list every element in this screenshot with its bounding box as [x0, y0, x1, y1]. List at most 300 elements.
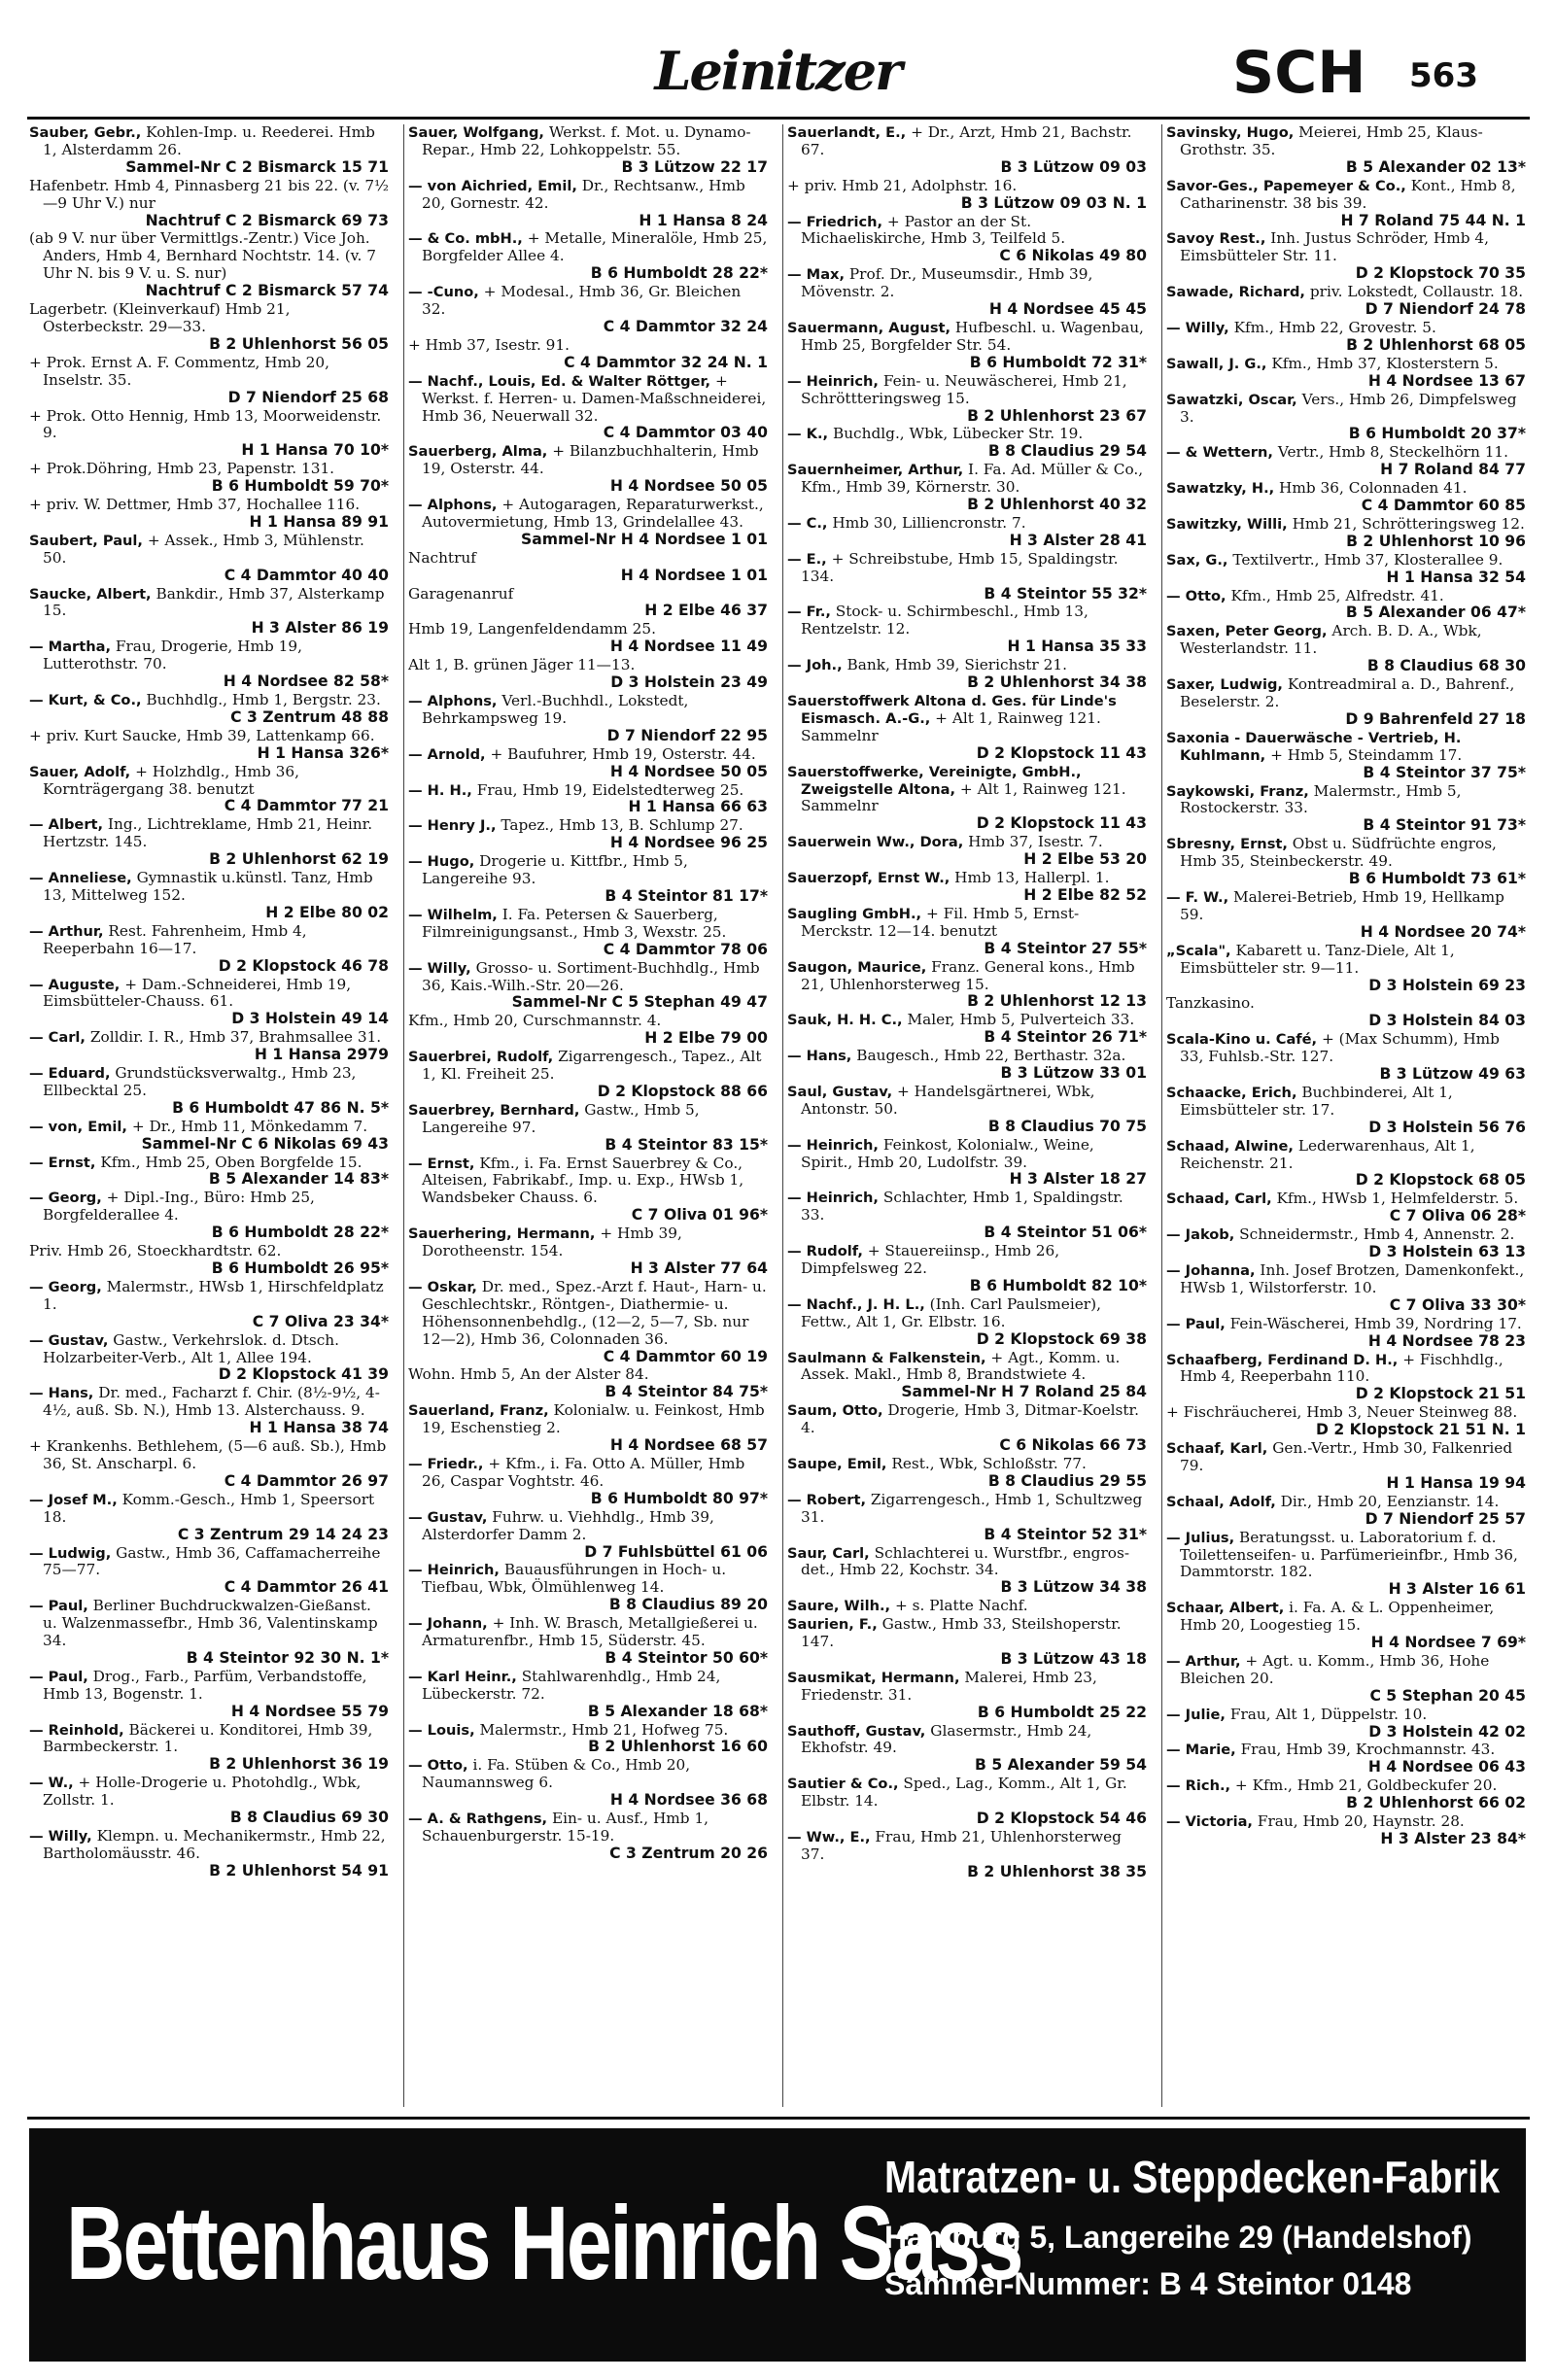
entry-details: Kfm., i. Fa. Ernst Sauerbrey & Co., Alteisen, Fabrikabf., Imp. u. Exp., HWsb 1, Wandsbeker Chauss. 6.: [422, 1154, 744, 1207]
entry-details: Hmb 30, Lilliencronstr. 7.: [832, 513, 1026, 532]
directory-entry: [1166, 1316, 1526, 1351]
directory-entry: [787, 426, 1147, 461]
entry-name: — Ww., E.,: [787, 1829, 871, 1845]
directory-entry: [1166, 284, 1526, 319]
directory-entry: [1166, 836, 1526, 888]
entry-details: Sped., Lag., Komm., Alt 1, Gr. Elbstr. 14.: [801, 1775, 1127, 1811]
directory-entry: [787, 906, 1147, 958]
directory-entry: [29, 230, 389, 300]
directory-entry: [1166, 178, 1526, 230]
entry-phone: D 2 Klopstock 41 39: [218, 1365, 389, 1384]
entry-phone: C 4 Dammtor 40 40: [224, 566, 389, 584]
entry-details: Dr. med., Facharzt f. Chir. (8½-9½, 4-4½, auß. Sb. N.), Hmb 13. Alsterchauss. 9.: [43, 1384, 380, 1420]
directory-entry: [408, 230, 768, 283]
entry-name: — E.,: [787, 550, 827, 568]
entry-phone: B 2 Uhlenhorst 12 13: [967, 992, 1147, 1011]
entry-name: Saum, Otto,: [787, 1402, 883, 1420]
entry-phone: B 3 Lützow 22 17: [621, 157, 768, 176]
entry-phone: H 3 Alster 77 64: [630, 1259, 768, 1277]
directory-entry: [29, 1029, 389, 1064]
entry-details: + Alt 1, Rainweg 121. Sammelnr: [801, 708, 1101, 744]
entry-details: Bankdir., Hmb 37, Alsterkamp 15.: [43, 584, 385, 620]
entry-details: Prof. Dr., Museumsdir., Hmb 39, Mövenstr. 2.: [801, 265, 1093, 301]
entry-name: — Rich.,: [1166, 1777, 1231, 1795]
entry-details: Kabarett u. Tanz-Diele, Alt 1, Eimsbütteler str. 9—11.: [1180, 941, 1455, 977]
entry-phone: B 4 Steintor 81 17*: [605, 886, 768, 905]
entry-phone: H 4 Nordsee 55 79: [230, 1702, 389, 1720]
entry-phone: D 3 Holstein 56 76: [1368, 1118, 1526, 1136]
entry-name: — Auguste,: [29, 976, 121, 993]
directory-entry: [408, 1509, 768, 1562]
entry-details: + Prok. Otto Hennig, Hmb 13, Moorweidenstr. 9.: [29, 406, 382, 442]
entry-details: Drogerie u. Kittfbr., Hmb 5, Langereihe 93.: [422, 852, 688, 888]
publisher-logo: Leinitzer: [654, 40, 901, 102]
directory-entry: [787, 1350, 1147, 1402]
directory-entry: [787, 214, 1147, 266]
entry-details: Gymnastik u.künstl. Tanz, Hmb 13, Mittelweg 152.: [43, 869, 373, 904]
entry-details: + Agt., Komm. u. Assek. Makl., Hmb 8, Brandstwiete 4.: [801, 1348, 1121, 1384]
entry-details: Hmb 21, Schrötteringsweg 12.: [1292, 514, 1525, 533]
entry-phone: D 2 Klopstock 21 51: [1355, 1385, 1526, 1403]
entry-details: Frau, Hmb 20, Haynstr. 28.: [1257, 1812, 1465, 1831]
entry-phone: B 4 Steintor 84 75*: [605, 1383, 768, 1401]
entry-phone: D 2 Klopstock 69 38: [976, 1329, 1147, 1348]
entry-name: — Alphons,: [408, 497, 498, 514]
entry-name: — Willy,: [29, 1828, 92, 1845]
entry-details: Buchhdlg., Hmb 1, Bergstr. 23.: [146, 691, 381, 708]
entry-name: Sax, G.,: [1166, 551, 1228, 569]
entry-details: Rest., Wbk, Schloßstr. 77.: [891, 1454, 1087, 1472]
entry-phone: H 1 Hansa 70 10*: [241, 441, 389, 460]
entry-name: Saul, Gustav,: [787, 1083, 893, 1100]
entry-details: Maler, Hmb 5, Pulverteich 33.: [907, 1011, 1135, 1029]
entry-name: Sauerzopf, Ernst W.,: [787, 870, 950, 887]
ad-company-name: Bettenhaus Heinrich Sass: [66, 2184, 1022, 2301]
entry-phone: C 6 Nikolas 66 73: [999, 1436, 1147, 1455]
entry-phone: C 4 Dammtor 32 24: [603, 317, 768, 335]
entry-phone: H 7 Roland 75 44 N. 1: [1340, 211, 1526, 229]
directory-entry: [787, 1598, 1147, 1615]
entry-details: Lagerbetr. (Kleinverkauf) Hmb 21, Osterbeckstr. 29—33.: [29, 300, 291, 335]
entry-name: — Nachf., J. H. L.,: [787, 1295, 925, 1313]
entry-name: — Henry J.,: [408, 817, 497, 835]
entry-name: — & Wettern,: [1166, 444, 1273, 462]
entry-name: — Rudolf,: [787, 1243, 863, 1260]
entry-details: Komm.-Gesch., Hmb 1, Speersort 18.: [43, 1490, 375, 1526]
entry-name: — Georg,: [29, 1190, 102, 1207]
directory-entry: [787, 693, 1147, 763]
directory-entry: [29, 764, 389, 816]
entry-phone: D 7 Niendorf 25 57: [1365, 1509, 1526, 1528]
entry-phone: B 3 Lützow 43 18: [1000, 1649, 1147, 1668]
entry-details: + Autogaragen, Reparaturwerkst., Autovermietung, Hmb 13, Grindelallee 43.: [422, 496, 764, 531]
entry-details: + Holle-Drogerie u. Photohdlg., Wbk, Zollstr. 1.: [43, 1774, 362, 1810]
directory-entry: [408, 1225, 768, 1278]
entry-phone: B 2 Uhlenhorst 16 60: [588, 1738, 768, 1756]
entry-name: — Alphons,: [408, 693, 498, 709]
directory-entry: [408, 550, 768, 585]
entry-phone: B 6 Humboldt 28 22*: [590, 264, 768, 283]
entry-phone: B 5 Alexander 06 47*: [1345, 604, 1526, 622]
entry-name: — W.,: [29, 1775, 74, 1792]
directory-entry: [787, 764, 1147, 834]
entry-phone: B 6 Humboldt 25 22: [977, 1703, 1147, 1721]
entry-details: + Modesal., Hmb 36, Gr. Bleichen 32.: [422, 283, 742, 319]
directory-entry: [29, 1119, 389, 1154]
directory-entry: [408, 817, 768, 852]
entry-phone: C 7 Oliva 33 30*: [1389, 1295, 1526, 1314]
entry-name: — Fr.,: [787, 604, 831, 621]
entry-phone: B 4 Steintor 50 60*: [605, 1648, 768, 1667]
entry-phone: H 1 Hansa 89 91: [249, 512, 389, 531]
entry-phone: Sammel-Nr H 4 Nordsee 1 01: [520, 530, 768, 548]
entry-phone: Nachtruf C 2 Bismarck 69 73: [145, 211, 389, 229]
entry-details: Bäckerei u. Konditorei, Hmb 39, Barmbeckerstr. 1.: [43, 1720, 373, 1756]
directory-entry: [787, 1616, 1147, 1669]
entry-name: Saykowski, Franz,: [1166, 782, 1309, 800]
entry-phone: D 7 Niendorf 22 95: [606, 726, 768, 744]
entry-details: Bank, Hmb 39, Sierichstr 21.: [847, 656, 1067, 674]
column-divider: [1161, 124, 1162, 2107]
directory-entry: [787, 870, 1147, 905]
entry-details: Verl.-Buchhdl., Lokstedt, Behrkampsweg 19.: [422, 692, 689, 727]
directory-entry: [1166, 516, 1526, 551]
directory-entry: [1166, 943, 1526, 995]
directory-entry: [29, 408, 389, 461]
entry-phone: C 7 Oliva 23 34*: [252, 1312, 389, 1330]
entry-details: + Assek., Hmb 3, Mühlenstr. 50.: [43, 531, 364, 567]
entry-phone: H 2 Elbe 53 20: [1023, 850, 1147, 869]
directory-entry: [1166, 730, 1526, 782]
entry-name: Sauerberg, Alma,: [408, 443, 548, 461]
column-divider: [403, 124, 404, 2107]
entry-name: — Arthur,: [1166, 1652, 1241, 1670]
entry-phone: B 6 Humboldt 82 10*: [969, 1276, 1147, 1294]
directory-entry: [29, 923, 389, 976]
entry-phone: H 2 Elbe 82 52: [1023, 885, 1147, 904]
entry-name: Saxer, Ludwig,: [1166, 676, 1283, 694]
entry-details: + Inh. W. Brasch, Metallgießerei u. Armaturenfbr., Hmb 15, Süderstr. 45.: [422, 1614, 758, 1650]
entry-name: Sauerbrei, Rudolf,: [408, 1049, 554, 1066]
entry-name: — Johanna,: [1166, 1262, 1256, 1279]
directory-entry: [1166, 889, 1526, 942]
entry-phone: H 1 Hansa 326*: [257, 743, 389, 762]
entry-phone: B 4 Steintor 52 31*: [984, 1525, 1147, 1543]
entry-details: + Prok. Ernst A. F. Commentz, Hmb 20, Inselstr. 35.: [29, 353, 329, 389]
entry-name: — Nachf., Louis, Ed. & Walter Röttger,: [408, 372, 711, 390]
directory-entry: [408, 1402, 768, 1455]
directory-entry: [1166, 1138, 1526, 1190]
directory-entry: [408, 1156, 768, 1225]
entry-details: Priv. Hmb 26, Stoeckhardtstr. 62.: [29, 1242, 282, 1260]
entry-name: Sauermann, August,: [787, 319, 951, 336]
directory-entry: [787, 1048, 1147, 1083]
entry-details: Baugesch., Hmb 22, Berthastr. 32a.: [856, 1047, 1126, 1065]
entry-phone: B 2 Uhlenhorst 23 67: [967, 406, 1147, 425]
entry-phone: H 7 Roland 84 77: [1380, 461, 1526, 479]
directory-entry: [1166, 1653, 1526, 1706]
entry-phone: H 4 Nordsee 7 69*: [1370, 1634, 1526, 1652]
entry-details: Fein-Wäscherei, Hmb 39, Nordring 17.: [1229, 1314, 1522, 1332]
entry-details: Inh. Josef Brotzen, Damenkonfekt., HWsb 1, Wilstorferstr. 10.: [1180, 1261, 1525, 1296]
entry-name: Sauer, Wolfgang,: [408, 124, 544, 141]
entry-details: + Fischhdlg., Hmb 4, Reeperbahn 110.: [1180, 1350, 1503, 1386]
entry-details: + Kfm., Hmb 21, Goldbeckufer 20.: [1234, 1776, 1498, 1795]
entry-details: + Hmb 39, Dorotheenstr. 154.: [422, 1224, 682, 1260]
entry-phone: B 8 Claudius 89 20: [608, 1596, 768, 1614]
directory-entry: [787, 551, 1147, 604]
entry-name: — Paul,: [1166, 1315, 1226, 1332]
entry-name: — von Aichried, Emil,: [408, 177, 577, 194]
entry-details: + priv. Hmb 21, Adolphstr. 16.: [787, 176, 1018, 194]
entry-details: Drog., Farb., Parfüm, Verbandstoffe, Hmb 13, Bogenstr. 1.: [43, 1667, 367, 1703]
entry-details: Gastw., Hmb 5, Langereihe 97.: [422, 1100, 700, 1136]
directory-entry: [29, 1065, 389, 1118]
directory-entry: [408, 782, 768, 817]
directory-entry: [787, 1084, 1147, 1136]
entry-phone: B 8 Claudius 70 75: [987, 1117, 1147, 1135]
entry-details: Glasermstr., Hmb 24, Ekhofstr. 49.: [801, 1721, 1092, 1757]
entry-phone: B 4 Steintor 26 71*: [984, 1028, 1147, 1047]
ad-product-line: Matratzen- u. Steppdecken-Fabrik: [884, 2152, 1501, 2202]
entry-phone: H 4 Nordsee 06 43: [1367, 1758, 1526, 1776]
directory-entry: [29, 1722, 389, 1775]
entry-phone: C 7 Oliva 06 28*: [1389, 1207, 1526, 1225]
entry-details: Buchdlg., Wbk, Lübecker Str. 19.: [832, 425, 1084, 443]
entry-details: Schlachter, Hmb 1, Spaldingstr. 33.: [801, 1189, 1123, 1224]
entry-name: — Carl,: [29, 1029, 86, 1047]
directory-entry: [408, 1811, 768, 1863]
section-letters: SCH: [1232, 39, 1366, 107]
entry-details: Stahlwarenhdlg., Hmb 24, Lübeckerstr. 72.: [422, 1667, 721, 1703]
entry-details: Klempn. u. Mechanikermstr., Hmb 22, Bartholomäusstr. 46.: [43, 1827, 386, 1862]
directory-entry: [787, 657, 1147, 692]
entry-phone: B 2 Uhlenhorst 56 05: [209, 334, 389, 353]
directory-entry: [29, 638, 389, 691]
directory-entry: [408, 284, 768, 336]
directory-entry: [408, 1562, 768, 1614]
directory-entry: [29, 692, 389, 727]
directory-entry: [29, 1598, 389, 1668]
entry-name: — Paul,: [29, 1598, 88, 1615]
entry-name: Saucke, Albert,: [29, 585, 152, 603]
directory-entry: [29, 1385, 389, 1437]
entry-phone: B 6 Humboldt 73 61*: [1348, 870, 1526, 888]
directory-entry: [1166, 1530, 1526, 1600]
directory-entry: [408, 443, 768, 496]
entry-phone: B 6 Humboldt 59 70*: [211, 477, 389, 496]
entry-details: Inh. Justus Schröder, Hmb 4, Eimsbütteler Str. 11.: [1180, 229, 1489, 265]
entry-name: — -Cuno,: [408, 284, 479, 301]
entry-details: I. Fa. Ad. Müller & Co., Kfm., Hmb 39, Körnerstr. 30.: [801, 461, 1144, 497]
entry-phone: H 4 Nordsee 82 58*: [223, 673, 389, 691]
directory-entry: [408, 960, 768, 1013]
directory-entry: [1166, 1813, 1526, 1848]
directory-entry: [787, 124, 1147, 177]
entry-phone: D 9 Bahrenfeld 27 18: [1345, 709, 1526, 728]
entry-details: + Dipl.-Ing., Büro: Hmb 25, Borgfelderallee 4.: [43, 1189, 315, 1224]
directory-entry: [1166, 1085, 1526, 1137]
entry-details: + Metalle, Mineralöle, Hmb 25, Borgfelder Allee 4.: [422, 229, 768, 265]
entry-name: — Kurt, & Co.,: [29, 692, 142, 708]
directory-entry: [408, 1102, 768, 1155]
directory-entry: [29, 497, 389, 532]
entry-details: Gen.-Vertr., Hmb 30, Falkenried 79.: [1180, 1439, 1513, 1474]
directory-entry: [787, 1829, 1147, 1881]
entry-details: Franz. General kons., Hmb 21, Uhlenhorsterweg 15.: [801, 957, 1135, 993]
entry-phone: C 5 Stephan 20 45: [1369, 1686, 1526, 1705]
entry-details: Fuhrw. u. Viehhdlg., Hmb 39, Alsterdorfer Damm 2.: [422, 1507, 714, 1543]
entry-details: Kolonialw. u. Feinkost, Hmb 19, Eschenstieg 2.: [422, 1401, 765, 1437]
entry-phone: H 2 Elbe 80 02: [265, 903, 389, 921]
entry-phone: H 3 Alster 86 19: [251, 619, 389, 638]
entry-details: + Alt 1, Rainweg 121. Sammelnr: [801, 779, 1126, 815]
directory-entry: [1166, 444, 1526, 479]
entry-name: Sauerlandt, E.,: [787, 124, 907, 141]
directory-entry: [408, 907, 768, 959]
directory-entry: [408, 1279, 768, 1366]
entry-details: Arch. B. D. A., Wbk, Westerlandstr. 11.: [1180, 622, 1482, 658]
column-1: [29, 124, 389, 2107]
entry-details: Ing., Lichtreklame, Hmb 21, Heinr. Hertzstr. 145.: [43, 815, 373, 851]
entry-details: Gastw., Hmb 33, Steilshoperstr. 147.: [801, 1615, 1122, 1651]
entry-details: Kfm., Hmb 25, Alfredstr. 41.: [1230, 586, 1444, 604]
directory-entry: [787, 1137, 1147, 1190]
entry-name: — Louis,: [408, 1721, 475, 1739]
entry-details: Stock- u. Schirmbeschl., Hmb 13, Rentzelstr. 12.: [801, 603, 1088, 638]
directory-entry: [29, 355, 389, 407]
entry-details: Obst u. Südfrüchte engros, Hmb 35, Steinbeckerstr. 49.: [1180, 835, 1497, 871]
entry-name: — Arnold,: [408, 745, 486, 763]
entry-details: Dr., Rechtsanw., Hmb 20, Gornestr. 42.: [422, 176, 745, 212]
entry-name: — von, Emil,: [29, 1118, 127, 1135]
entry-phone: H 1 Hansa 66 63: [628, 798, 768, 816]
entry-details: Vertr., Hmb 8, Steckelhörn 11.: [1277, 443, 1509, 462]
entry-name: — A. & Rathgens,: [408, 1811, 548, 1828]
entry-phone: D 7 Niendorf 25 68: [227, 388, 389, 406]
entry-phone: H 3 Alster 16 61: [1388, 1580, 1526, 1599]
directory-entry: [408, 621, 768, 656]
entry-details: Frau, Drogerie, Hmb 19, Lutterothstr. 70.: [43, 638, 302, 673]
directory-entry: [1166, 392, 1526, 444]
entry-phone: B 2 Uhlenhorst 66 02: [1346, 1794, 1526, 1812]
entry-details: Kont., Hmb 8, Catharinenstr. 38 bis 39.: [1180, 176, 1516, 212]
entry-name: — H. H.,: [408, 781, 472, 799]
entry-name: — K.,: [787, 426, 829, 443]
entry-name: — Josef M.,: [29, 1491, 118, 1508]
entry-phone: B 5 Alexander 18 68*: [587, 1702, 768, 1720]
entry-details: Malerei-Betrieb, Hmb 19, Hellkamp 59.: [1180, 887, 1504, 923]
entry-phone: H 4 Nordsee 13 67: [1367, 371, 1526, 390]
entry-name: Schaaf, Karl,: [1166, 1440, 1268, 1458]
entry-phone: D 2 Klopstock 11 43: [976, 743, 1147, 762]
entry-phone: H 1 Hansa 38 74: [249, 1419, 389, 1437]
entry-name: Schaad, Alwine,: [1166, 1137, 1294, 1155]
entry-phone: D 3 Holstein 63 13: [1368, 1243, 1526, 1261]
entry-name: Sauerstoffwerk Altona d. Ges. für Linde's Eismasch. A.-G.,: [787, 693, 1117, 727]
entry-phone: Sammel-Nr C 5 Stephan 49 47: [511, 993, 768, 1012]
entry-details: Buchbinderei, Alt 1, Eimsbütteler str. 17.: [1180, 1083, 1453, 1119]
entry-details: + Stauereiinsp., Hmb 26, Dimpfelsweg 22.: [801, 1242, 1060, 1277]
directory-entry: [787, 1545, 1147, 1598]
entry-details: Bauausführungen in Hoch- u. Tiefbau, Wbk, Ölmühlenweg 14.: [422, 1561, 727, 1597]
directory-entry: [1166, 1600, 1526, 1652]
directory-entry: [408, 746, 768, 781]
directory-entry: [29, 178, 389, 230]
directory-entry: [1166, 320, 1526, 355]
entry-name: Schaal, Adolf,: [1166, 1493, 1276, 1510]
entry-phone: D 3 Holstein 84 03: [1368, 1012, 1526, 1030]
entry-name: — Reinhold,: [29, 1721, 124, 1739]
directory-entry: [408, 337, 768, 372]
entry-details: Ein- u. Ausf., Hmb 1, Schauenburgerstr. 15-19.: [422, 1810, 709, 1845]
entry-name: Schaacke, Erich,: [1166, 1084, 1297, 1101]
entry-phone: B 6 Humboldt 28 22*: [211, 1224, 389, 1242]
entry-phone: H 1 Hansa 32 54: [1386, 568, 1526, 586]
entry-details: Kfm., HWsb 1, Helmfelderstr. 5.: [1276, 1190, 1519, 1208]
entry-name: Sauthoff, Gustav,: [787, 1722, 926, 1740]
entry-name: Sausmikat, Hermann,: [787, 1669, 960, 1686]
entry-details: + Prok.Döhring, Hmb 23, Papenstr. 131.: [29, 460, 335, 478]
entry-name: Saulmann & Falkenstein,: [787, 1349, 986, 1366]
directory-entry: [787, 604, 1147, 656]
entry-phone: H 1 Hansa 2979: [254, 1046, 389, 1064]
entry-phone: H 2 Elbe 46 37: [644, 602, 768, 620]
entry-details: + Fischräucherei, Hmb 3, Neuer Steinweg 88.: [1166, 1403, 1518, 1422]
column-2: [408, 124, 768, 2107]
directory-entry: [1166, 1707, 1526, 1742]
entry-details: + Schreibstube, Hmb 15, Spaldingstr. 134.: [801, 549, 1119, 585]
entry-name: — Gustav,: [408, 1508, 488, 1526]
entry-name: — Hans,: [787, 1048, 852, 1065]
directory-entry: [408, 1669, 768, 1721]
directory-entry: [787, 1402, 1147, 1455]
entry-name: — Karl Heinr.,: [408, 1668, 517, 1685]
entry-name: — Robert,: [787, 1491, 866, 1508]
entry-phone: C 7 Oliva 01 96*: [631, 1206, 768, 1224]
directory-entry: [1166, 1190, 1526, 1225]
entry-name: Saxonia - Dauerwäsche - Vertrieb, H. Kuhlmann,: [1166, 729, 1462, 764]
entry-details: + s. Platte Nachf.: [894, 1597, 1028, 1615]
entry-name: — Friedrich,: [787, 213, 883, 230]
directory-entry: [787, 515, 1147, 550]
entry-details: + Hmb 5, Steindamm 17.: [1270, 745, 1463, 764]
entry-details: + Dam.-Schneiderei, Hmb 19, Eimsbütteler-Chauss. 61.: [43, 975, 352, 1011]
entry-phone: C 4 Dammtor 26 97: [224, 1471, 389, 1490]
directory-entry: [787, 1190, 1147, 1242]
entry-details: Zolldir. I. R., Hmb 37, Brahmsallee 31.: [89, 1028, 382, 1047]
entry-details: Gastw., Verkehrslok. d. Dtsch. Holzarbeiter-Verb., Alt 1, Allee 194.: [43, 1330, 339, 1366]
directory-entry: [787, 462, 1147, 514]
entry-details: Tapez., Hmb 13, B. Schlump 27.: [501, 816, 743, 835]
entry-name: — Heinrich,: [787, 1136, 879, 1154]
entry-details: Dr. med., Spez.-Arzt f. Haut-, Harn- u. Geschlechtskr., Röntgen-, Diathermie- u. Höhensonnenbehdlg., (12—2, 5—7, Sb. nur 12—2), Hmb 36, Colonnaden 36.: [422, 1277, 767, 1348]
entry-name: „Scala",: [1166, 942, 1231, 959]
page-number: 563: [1409, 56, 1478, 95]
entry-name: — Jakob,: [1166, 1226, 1235, 1244]
entry-phone: D 2 Klopstock 70 35: [1355, 264, 1526, 283]
entry-details: (Inh. Carl Paulsmeier), Fettw., Alt 1, Gr. Elbstr. 16.: [801, 1294, 1101, 1330]
entry-phone: H 3 Alster 23 84*: [1380, 1830, 1526, 1847]
directory-entry: [29, 461, 389, 496]
directory-entry: [29, 1243, 389, 1278]
entry-name: Saure, Wilh.,: [787, 1598, 891, 1615]
entry-name: Sautier & Co.,: [787, 1776, 899, 1793]
entry-name: — Paul,: [29, 1668, 88, 1685]
entry-name: Sawitzky, Willi,: [1166, 515, 1288, 533]
entry-phone: Sammel-Nr C 6 Nikolas 69 43: [141, 1134, 389, 1153]
directory-entry: [1166, 588, 1526, 623]
